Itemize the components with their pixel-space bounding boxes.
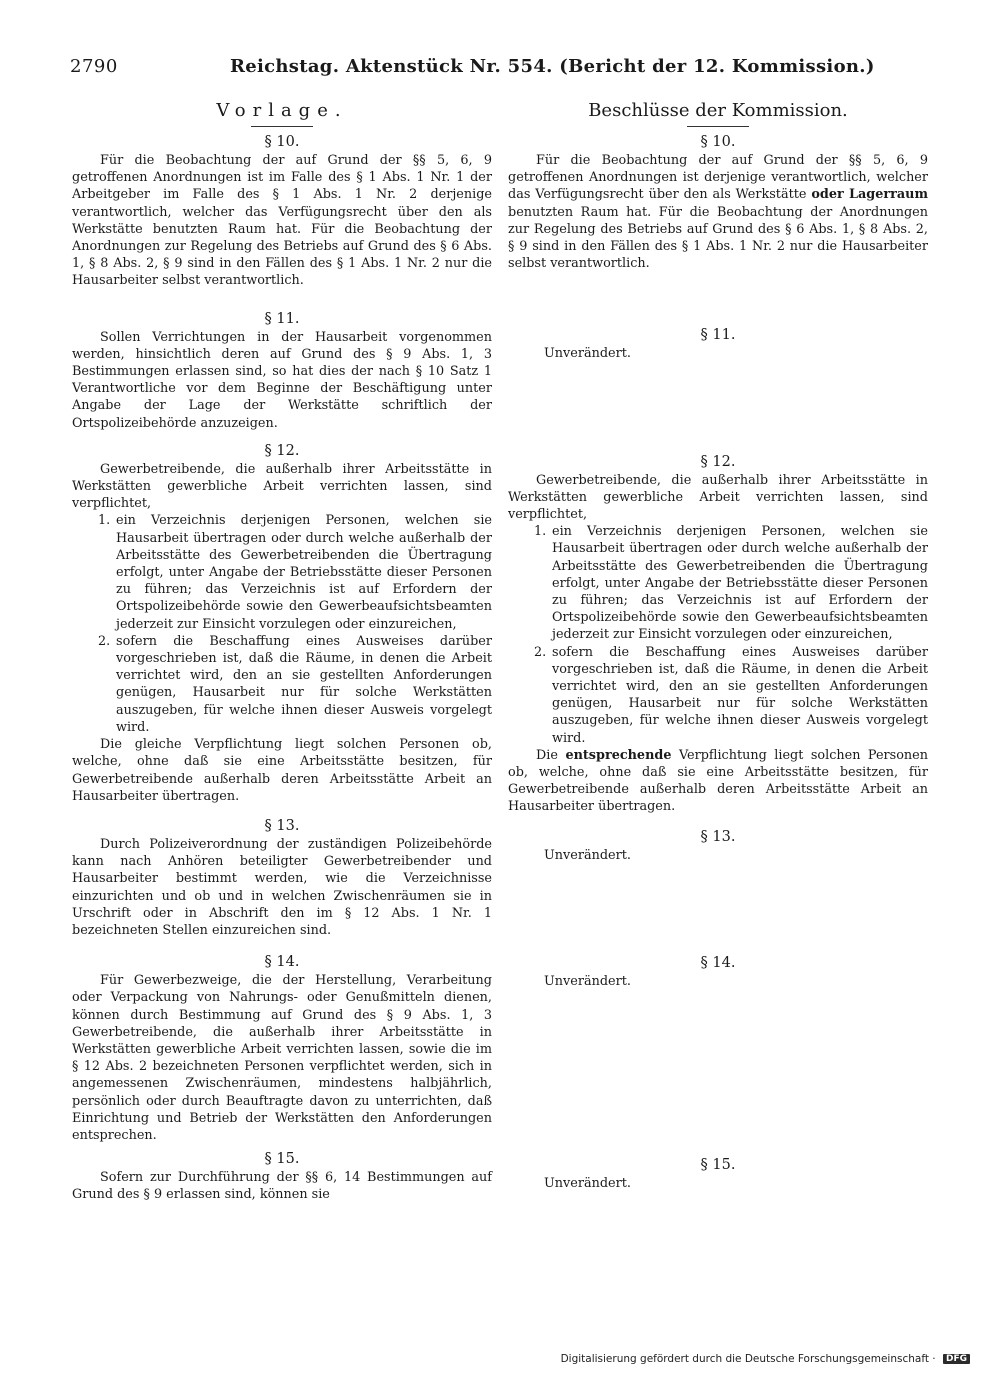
list-item-number: 1. bbox=[98, 513, 111, 529]
section-number: § 11. bbox=[700, 327, 736, 344]
digitization-credit bbox=[561, 1353, 970, 1365]
right-section-10 bbox=[508, 133, 928, 272]
left-section-15 bbox=[72, 1150, 492, 1203]
credit-text: Digitalisierung gefördert durch die Deutsche Forschungsgemeinschaft · bbox=[560, 1353, 936, 1365]
right-section-12 bbox=[508, 453, 928, 816]
right-section-14 bbox=[508, 954, 928, 990]
left-section-11 bbox=[72, 310, 492, 432]
right-section-11 bbox=[508, 326, 928, 362]
page-number: 2790 bbox=[70, 56, 118, 77]
section-number: § 13. bbox=[264, 817, 300, 834]
dfg-logo-badge: DFG bbox=[943, 1354, 970, 1364]
column-heading-vorlage: Vorlage. bbox=[216, 100, 348, 121]
right-section-15 bbox=[508, 1156, 928, 1192]
text-run: Die bbox=[536, 747, 558, 763]
unchanged-note: Unverändert. bbox=[544, 346, 631, 362]
list-item-text: ein Verzeichnis derjenigen Personen, welchen sie Hausarbeit übertragen oder durch welche außerhalb der Arbeitsstätte des Gewerbetreibenden die Übertragung erfolgt, unter Angabe der Betriebsstätte dieser Personen zu führen; das Verzeichnis ist auf Erfordern der Ortspolizeibehörde sowie den Gewerbeaufsichtsbeamten jederzeit zur Einsicht vorzulegen oder einzureichen, bbox=[552, 524, 928, 643]
paragraph bbox=[508, 747, 928, 816]
section-number: § 14. bbox=[264, 954, 300, 971]
list-item-text: sofern die Beschaffung eines Ausweises darüber vorgeschrieben ist, daß die Räume, in denen die Arbeit verrichtet wird, den an sie gestellten Anforderungen genügen, Hausarbeit nur für solche Werkstätten auszugeben, für welche ihnen dieser Ausweis vorgelegt wird. bbox=[552, 644, 928, 746]
text-run: benutzten Raum hat. Für die Beobachtung der Anordnungen zur Regelung des Betriebs auf Grund des § 6 Abs. 1, § 8 Abs. 2, § 9 sind in den Fällen des § 1 Abs. 1 Nr. 2 nur die Hausarbeiter selbst verantwortlich. bbox=[508, 204, 928, 272]
section-number: § 10. bbox=[264, 134, 300, 150]
paragraph: Durch Polizeiverordnung der zuständigen Polizeibehörde kann nach Anhören beteiligter Gewerbetreibender und Hausarbeiter bestimmt werden, wie die Verzeichnisse einzurichten und ob und in welchen Zwischenräumen sie in Urschrift oder in Abschrift den im § 12 Abs. 1 Nr. 1 bezeichneten Stellen einzureichen sind. bbox=[72, 836, 492, 938]
list-item-text: ein Verzeichnis derjenigen Personen, welchen sie Hausarbeit übertragen oder durch welche außerhalb der Arbeitsstätte des Gewerbetreibenden die Übertragung erfolgt, unter Angabe der Betriebsstätte dieser Personen zu führen; das Verzeichnis ist auf Erfordern der Ortspolizeibehörde sowie den Gewerbeaufsichtsbeamten jederzeit zur Einsicht vorzulegen oder einzureichen, bbox=[116, 513, 492, 632]
section-number: § 15. bbox=[264, 1151, 300, 1168]
left-section-14 bbox=[72, 953, 492, 1144]
paragraph: Gewerbetreibende, die außerhalb ihrer Arbeitsstätte in Werkstätten gewerbliche Arbeit verrichten lassen, sind verpflichtet, bbox=[72, 461, 492, 512]
unchanged-note: Unverändert. bbox=[544, 1176, 631, 1192]
paragraph: Für Gewerbezweige, die der Herstellung, Verarbeitung oder Verpackung von Nahrungs- oder Genußmitteln dienen, können durch Bestimmung auf Grund des § 9 Abs. 1, 3 Gewerbetreibende, die außerhalb ihrer Arbeitsstätte in Werkstätten gewerbliche Arbeit verrichten lassen, sowie die im § 12 Abs. 2 bezeichneten Personen verpflichtet werden, sich in angemessenen Zwischenräumen, mindestens halbjährlich, persönlich oder durch Beauftragte davon zu unterrichten, daß Einrichtung und Betrieb der Werkstätten den Anforderungen entsprechen. bbox=[72, 973, 492, 1143]
amended-text: entsprechende bbox=[565, 747, 672, 763]
list-item-number: 2. bbox=[98, 633, 111, 649]
paragraph: Für die Beobachtung der auf Grund der §§ 5, 6, 9 getroffenen Anordnungen ist im Falle des § 1 Abs. 1 Nr. 1 der Arbeitgeber im Falle des § 1 Abs. 1 Nr. 2 derjenige verantwortlich, welcher das Verfügungsrecht über den als Werkstätte benutzten Raum hat. Für die Beobachtung der Anordnungen zur Regelung des Betriebs auf Grund des § 6 Abs. 1, § 8 Abs. 2, § 9 sind in den Fällen des § 1 Abs. 1 Nr. 2 nur die Hausarbeiter selbst verantwortlich. bbox=[72, 153, 492, 289]
heading-rule bbox=[687, 126, 749, 127]
obligation-list bbox=[508, 523, 928, 747]
list-item-number: 1. bbox=[534, 524, 547, 540]
list-item bbox=[98, 512, 492, 632]
column-vorlage bbox=[72, 100, 492, 1204]
left-section-10 bbox=[72, 133, 492, 290]
left-section-12 bbox=[72, 442, 492, 805]
list-item-number: 2. bbox=[534, 644, 547, 660]
section-number: § 10. bbox=[700, 134, 736, 150]
list-item bbox=[534, 523, 928, 643]
unchanged-note: Unverändert. bbox=[544, 847, 631, 863]
paragraph: Die gleiche Verpflichtung liegt solchen Personen ob, welche, ohne daß sie eine Arbeitsstätte besitzen, für Gewerbetreibende außerhalb deren Arbeitsstätte Arbeit an Hausarbeiter übertragen. bbox=[72, 737, 492, 804]
column-beschluesse bbox=[508, 100, 928, 1192]
heading-rule bbox=[251, 126, 313, 127]
page-header bbox=[70, 56, 938, 82]
left-section-13 bbox=[72, 817, 492, 939]
section-number: § 13. bbox=[700, 828, 736, 845]
text-run: Für die Beobachtung der auf Grund der §§ 5, 6, 9 getroffenen Anordnungen ist derjenige verantwortlich, welcher das Verfügungsrecht über den als Werkstätte bbox=[508, 153, 928, 203]
paragraph: Sollen Verrichtungen in der Hausarbeit vorgenommen werden, hinsichtlich deren auf Grund des § 9 Abs. 1, 3 Bestimmungen erlassen sind, so hat dies der nach § 10 Satz 1 Verantwortliche vor dem Beginne der Beschäftigung unter Angabe der Lage der Werkstätte schriftlich der Ortspolizeibehörde anzuzeigen. bbox=[72, 329, 492, 431]
section-number: § 15. bbox=[700, 1157, 736, 1174]
obligation-list bbox=[72, 512, 492, 736]
section-number: § 11. bbox=[264, 310, 300, 327]
paragraph: Gewerbetreibende, die außerhalb ihrer Arbeitsstätte in Werkstätten gewerbliche Arbeit verrichten lassen, sind verpflichtet, bbox=[508, 472, 928, 523]
paragraph bbox=[508, 152, 928, 272]
section-number: § 14. bbox=[700, 954, 736, 971]
list-item-text: sofern die Beschaffung eines Ausweises darüber vorgeschrieben ist, daß die Räume, in denen die Arbeit verrichtet wird, den an sie gestellten Anforderungen genügen, Hausarbeit nur für solche Werkstätten auszugeben, für welche ihnen dieser Ausweis vorgelegt wird. bbox=[116, 633, 492, 735]
paragraph: Sofern zur Durchführung der §§ 6, 14 Bestimmungen auf Grund des § 9 erlassen sind, können sie bbox=[72, 1170, 492, 1203]
list-item bbox=[98, 633, 492, 736]
unchanged-note: Unverändert. bbox=[544, 973, 631, 989]
text-run: Verpflichtung liegt solchen Personen ob, welche, ohne daß sie eine Arbeitsstätte besitzen, für Gewerbetreibende außerhalb deren Arbeitsstätte Arbeit an Hausarbeiter übertragen. bbox=[508, 747, 928, 815]
section-number: § 12. bbox=[700, 453, 736, 470]
amended-text: oder Lagerraum bbox=[811, 187, 929, 203]
right-section-13 bbox=[508, 828, 928, 864]
list-item bbox=[534, 644, 928, 747]
section-number: § 12. bbox=[264, 442, 300, 459]
column-heading-beschluesse: Beschlüsse der Kommission. bbox=[588, 100, 848, 121]
running-title: Reichstag. Aktenstück Nr. 554. (Bericht der 12. Kommission.) bbox=[230, 56, 875, 77]
